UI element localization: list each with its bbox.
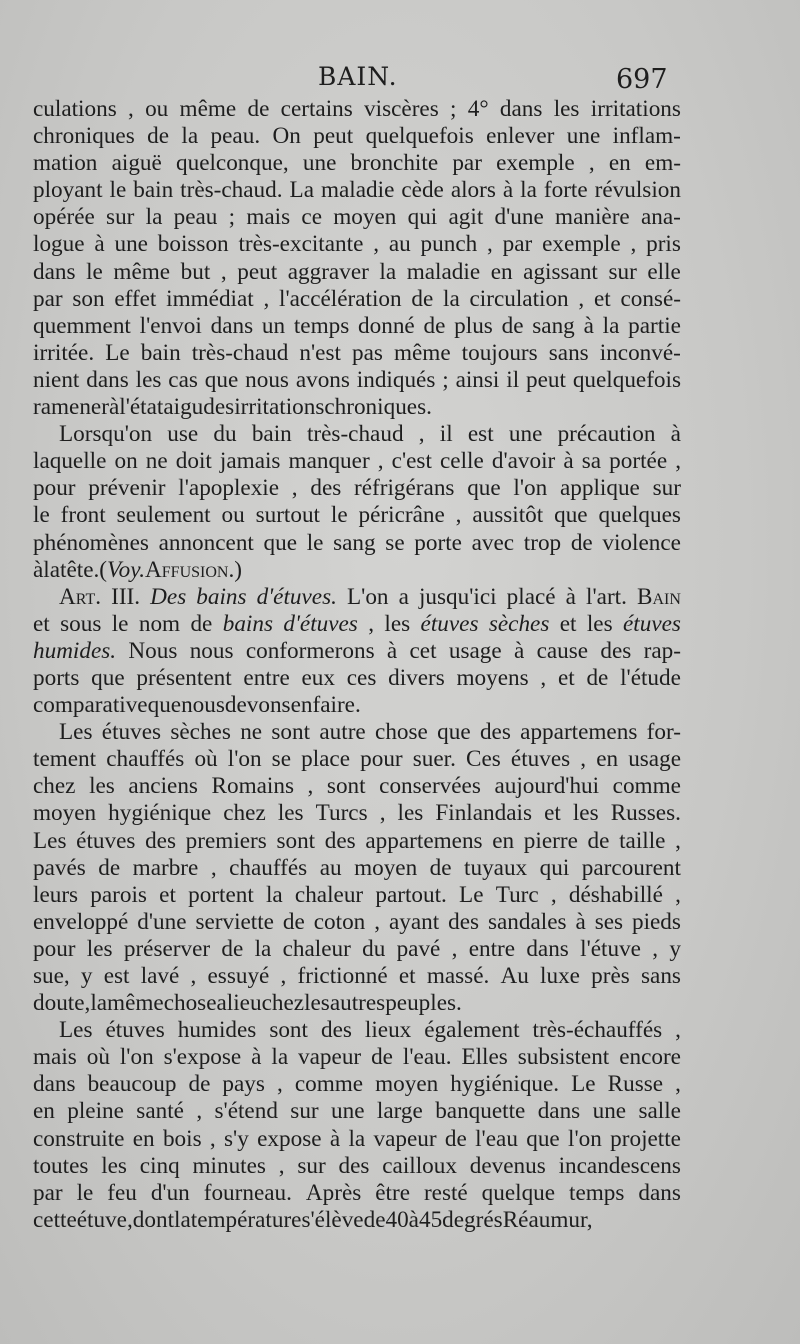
page-header (0, 62, 800, 98)
text-line: le front seulement ou surtout le péricrâne , aussitôt que quelques (33, 502, 681, 529)
text-line: cette étuve, dont la température s'élève de 40 à 45 degrés Réaumur, (33, 1206, 593, 1233)
text-line: toutes les cinq minutes , sur des cailloux devenus incandescens (33, 1152, 681, 1179)
text-line: Lorsqu'on use du bain très-chaud , il est une précaution à (59, 421, 681, 448)
text-line: par le feu d'un fourneau. Après être resté quelque temps dans (33, 1179, 681, 1206)
text-line: pour prévenir l'apoplexie , des réfrigérans que l'on applique sur (33, 475, 681, 502)
text-line: chez les anciens Romains , sont conservées aujourd'hui comme (33, 773, 681, 800)
text-line: quemment l'envoi dans un temps donné de plus de sang à la partie (33, 312, 681, 339)
text-line: ports que présentent entre eux ces divers moyens , et de l'étude (33, 664, 681, 691)
text-line: construite en bois , s'y expose à la vapeur de l'eau que l'on projette (33, 1125, 681, 1152)
text-line: logue à une boisson très-excitante , au punch , par exemple , pris (33, 231, 681, 258)
text-line: phénomènes annoncent que le sang se porte avec trop de violence (33, 529, 681, 556)
text-line: leurs parois et portent la chaleur partout. Le Turc , déshabillé , (33, 881, 681, 908)
running-title: BAIN. (318, 62, 398, 91)
text-line: pour les préserver de la chaleur du pavé , entre dans l'étuve , y (33, 935, 681, 962)
text-line: laquelle on ne doit jamais manquer , c'est celle d'avoir à sa portée , (33, 448, 681, 475)
text-line: ployant le bain très-chaud. La maladie cède alors à la forte révulsion (33, 177, 681, 204)
text-line: Art. III. Des bains d'étuves. L'on a jusqu'ici placé à l'art. Bain (59, 583, 681, 610)
text-line: irritée. Le bain très-chaud n'est pas même toujours sans inconvé- (33, 339, 681, 366)
text-line: ramener à l'état aigu des irritations chroniques. (33, 394, 432, 421)
text-line: en pleine santé , s'étend sur une large banquette dans une salle (33, 1098, 681, 1125)
text-line: opérée sur la peau ; mais ce moyen qui agit d'une manière ana- (33, 204, 681, 231)
text-line: mation aiguë quelconque, une bronchite par exemple , en em- (33, 150, 681, 177)
text-line: sue, y est lavé , essuyé , frictionné et massé. Au luxe près sans (33, 963, 681, 989)
text-line: chroniques de la peau. On peut quelquefois enlever une inflam- (33, 123, 681, 150)
text-line: dans le même but , peut aggraver la maladie en agissant sur elle (33, 258, 681, 285)
text-line: doute , la même chose a lieu chez les autres peuples. (33, 990, 462, 1017)
text-line: nient dans les cas que nous avons indiqués ; ainsi il peut quelquefois (33, 366, 681, 393)
page-number: 697 (616, 64, 668, 95)
text-line: mais où l'on s'expose à la vapeur de l'eau. Elles subsistent encore (33, 1044, 681, 1071)
text-line: humides. Nous nous conformerons à cet usage à cause des rap- (33, 637, 681, 664)
text-line: pavés de marbre , chauffés au moyen de tuyaux qui parcourent (33, 854, 681, 881)
text-line: et sous le nom de bains d'étuves , les étuves sèches et les étuves (33, 610, 681, 637)
text-line: Les étuves des premiers sont des appartemens en pierre de taille , (33, 827, 681, 854)
text-line: Les étuves humides sont des lieux également très-échauffés , (59, 1017, 681, 1044)
text-line: comparative que nous devons en faire. (33, 692, 361, 719)
text-line: à la tête. ( Voy. Affusion. ) (33, 556, 242, 583)
body-text (33, 96, 681, 1234)
text-line: enveloppé d'une serviette de coton , ayant des sandales à ses pieds (33, 908, 681, 935)
text-line: moyen hygiénique chez les Turcs , les Finlandais et les Russes. (33, 800, 681, 827)
text-line: Les étuves sèches ne sont autre chose que des appartemens for- (59, 719, 681, 746)
text-line: par son effet immédiat , l'accélération de la circulation , et consé- (33, 285, 681, 312)
text-line: dans beaucoup de pays , comme moyen hygiénique. Le Russe , (33, 1071, 681, 1098)
text-line: culations , ou même de certains viscères ; 4° dans les irritations (33, 96, 681, 122)
text-line: tement chauffés où l'on se place pour suer. Ces étuves , en usage (33, 746, 681, 773)
